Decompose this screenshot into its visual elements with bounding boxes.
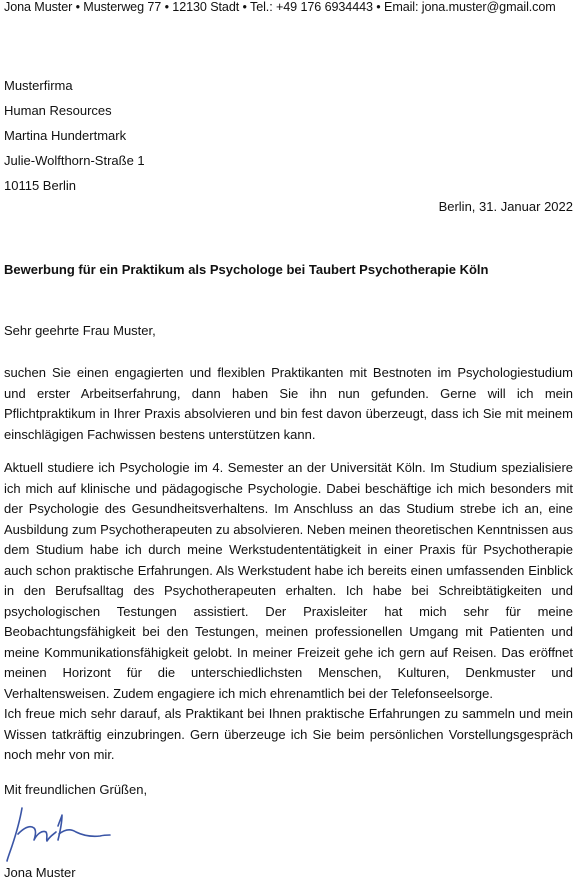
closing-phrase: Mit freundlichen Grüßen, bbox=[4, 782, 148, 797]
recipient-company: Musterfirma bbox=[4, 78, 73, 93]
recipient-street: Julie-Wolfthorn-Straße 1 bbox=[4, 153, 145, 168]
handwritten-signature-icon bbox=[4, 804, 114, 866]
body-paragraph-3: Ich freue mich sehr darauf, als Praktikant bei Ihnen praktische Erfahrungen zu sammeln und mein Wissen tatkräftig einzubringen. Gern überzeuge ich Sie beim persönlichen Vorstellungsgespräch noch mehr von mir. bbox=[4, 706, 573, 762]
salutation: Sehr geehrte Frau Muster, bbox=[4, 323, 156, 338]
letter-date: Berlin, 31. Januar 2022 bbox=[438, 199, 573, 214]
recipient-contact: Martina Hundertmark bbox=[4, 128, 127, 143]
recipient-city: 10115 Berlin bbox=[4, 178, 77, 193]
recipient-department: Human Resources bbox=[4, 103, 112, 118]
sender-line: Jona Muster • Musterweg 77 • 12130 Stadt • Tel.: +49 176 6934443 • Email: jona.muster@gmail.com bbox=[4, 0, 556, 14]
signer-name: Jona Muster bbox=[4, 865, 76, 880]
recipient-address bbox=[4, 73, 145, 198]
body-paragraph-1: suchen Sie einen engagierten und flexiblen Praktikanten mit Bestnoten im Psychologiestudium und erster Arbeitserfahrung, dann haben Sie ihn nun gefunden. Gerne will ich mein Pflichtpraktikum in Ihrer Praxis absolvieren und bin fest davon überzeugt, dass ich Sie mit meinem einschlägigen Fachwissen bestens unterstützen kann. bbox=[4, 365, 573, 442]
letter-subject: Bewerbung für ein Praktikum als Psychologe bei Taubert Psychotherapie Köln bbox=[4, 262, 489, 277]
body-paragraph-2: Aktuell studiere ich Psychologie im 4. Semester an der Universität Köln. Im Studium spezialisiere ich mich auf klinische und pädagogische Psychologie. Dabei beschäftige ich mich besonders mit der Psychologie des Gesundheitsverhaltens. Im Anschluss an das Studium strebe ich an, eine Ausbildung zum Psychotherapeuten zu absolvieren. Neben meinen theoretischen Kenntnissen aus dem Studium habe ich durch meine Werkstudententätigkeit in einer Praxis für Psychotherapie auch schon praktische Erfahrungen. Als Werkstudent habe ich bereits einen umfassenden Einblick in den Berufsalltag des Psychotherapeuten erhalten. Ich habe bei Schreibtätigkeiten und psychologischen Testungen assistiert. Der Praxisleiter hat mich sehr für meine Beobachtungsfähigkeit bei den Testungen, meinen professionellen Umgang mit Patienten und meine Kommunikationsfähigkeit gelobt. In meiner Freizeit gehe ich gern auf Reisen. Das eröffnet meinen Horizont für die unterschiedlichsten Menschen, Kulturen, Denkmuster und Verhaltensweisen. Zudem engagiere ich mich ehrenamtlich bei der Telefonseelsorge. bbox=[4, 460, 573, 701]
